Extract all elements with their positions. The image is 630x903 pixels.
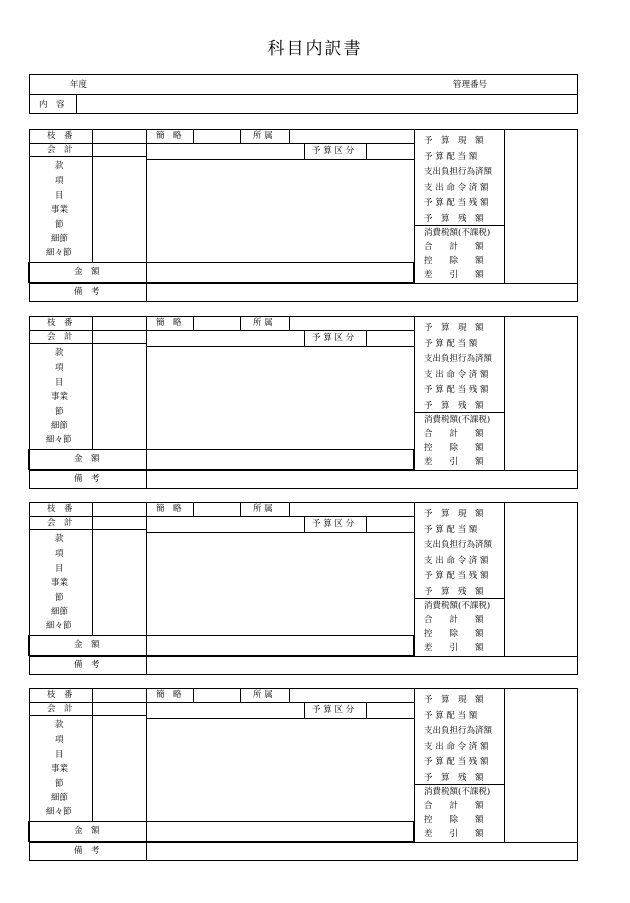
row-divider <box>30 529 146 530</box>
kingaku-label: 金 額 <box>74 640 100 650</box>
row-divider <box>414 225 504 226</box>
jigyo-label: 事業 <box>51 205 69 215</box>
kaikei-label: 会 計 <box>47 332 73 342</box>
shozoku-field[interactable] <box>290 689 414 702</box>
budget-item-label: 支 出 命 令 済 額 <box>424 742 489 752</box>
kaikei-label: 会 計 <box>47 518 73 528</box>
col-divider <box>414 503 415 656</box>
kaikei-field[interactable] <box>93 144 146 156</box>
tax-item-label: 消費税額(不課税) <box>424 228 491 238</box>
kan-label: 款 <box>55 720 64 730</box>
edaban-label: 枝 番 <box>47 318 73 328</box>
setsu-label: 節 <box>55 220 64 230</box>
subject-detail-field[interactable] <box>147 719 414 821</box>
row-divider <box>30 143 414 144</box>
budget-item-label: 予 算 現 額 <box>424 323 484 333</box>
edaban-field[interactable] <box>93 689 146 702</box>
saisaisetsu-label: 細々節 <box>46 248 72 258</box>
budget-item-label: 予 算 残 額 <box>424 214 484 224</box>
ryaku-label: 簡 略 <box>156 690 182 700</box>
tax-item-label: 控 除 額 <box>424 815 484 825</box>
biko-label: 備 考 <box>74 474 100 484</box>
tax-item-label: 消費税額(不課税) <box>424 787 491 797</box>
row-divider <box>30 330 414 331</box>
budget-item-label: 支出負担行為済額 <box>424 167 493 177</box>
edaban-label: 枝 番 <box>47 690 73 700</box>
budget-amount-field[interactable] <box>505 689 577 842</box>
budget-item-label: 予 算 配 当 残 額 <box>424 757 489 767</box>
col-divider <box>304 143 305 159</box>
kou-label: 項 <box>55 549 64 559</box>
kan-label: 款 <box>55 534 64 544</box>
budget-item-label: 予 算 現 額 <box>424 695 484 705</box>
kaikei-field[interactable] <box>93 703 146 715</box>
kan-label: 款 <box>55 161 64 171</box>
tax-item-label: 差 引 額 <box>424 457 484 467</box>
budget-item-label: 予 算 配 当 額 <box>424 339 478 349</box>
budget-item-label: 予 算 残 額 <box>424 587 484 597</box>
yosan-kubun-label: 予 算 区 分 <box>312 333 355 343</box>
row-divider <box>414 784 504 785</box>
edaban-field[interactable] <box>93 130 146 143</box>
jigyo-label: 事業 <box>51 392 69 402</box>
budget-amount-field[interactable] <box>505 317 577 470</box>
shozoku-field[interactable] <box>290 130 414 143</box>
col-divider <box>414 317 415 470</box>
tax-item-label: 差 引 額 <box>424 829 484 839</box>
budget-item-label: 予 算 配 当 残 額 <box>424 385 489 395</box>
yosan-kubun-label: 予 算 区 分 <box>312 146 355 156</box>
kou-label: 項 <box>55 735 64 745</box>
yosan-kubun-field[interactable] <box>367 144 414 159</box>
saisetsu-label: 細節 <box>51 793 69 803</box>
yosan-kubun-field[interactable] <box>367 703 414 718</box>
document-header-box <box>29 74 578 114</box>
row-divider <box>30 715 146 716</box>
kou-label: 項 <box>55 363 64 373</box>
ryaku-label: 簡 略 <box>156 504 182 514</box>
edaban-field[interactable] <box>93 317 146 330</box>
kaikei-label: 会 計 <box>47 145 73 155</box>
budget-item-label: 予 算 現 額 <box>424 136 484 146</box>
kaikei-field[interactable] <box>93 517 146 529</box>
page-title: 科目内訳書 <box>267 39 363 59</box>
yosan-kubun-field[interactable] <box>367 517 414 532</box>
shozoku-label: 所 属 <box>253 690 273 700</box>
amount-field[interactable] <box>147 822 414 842</box>
tax-item-label: 差 引 額 <box>424 643 484 653</box>
ryaku-label: 簡 略 <box>156 131 182 141</box>
saisetsu-label: 細節 <box>51 607 69 617</box>
saisaisetsu-label: 細々節 <box>46 621 72 631</box>
remarks-field[interactable] <box>147 284 577 301</box>
shozoku-field[interactable] <box>290 503 414 516</box>
moku-label: 目 <box>55 378 64 388</box>
budget-item-label: 支出負担行為済額 <box>424 354 493 364</box>
content-field[interactable] <box>77 95 577 113</box>
ryaku-field[interactable] <box>194 317 240 330</box>
budget-item-label: 予 算 配 当 残 額 <box>424 571 489 581</box>
yosan-kubun-label: 予 算 区 分 <box>312 705 355 715</box>
budget-item-label: 予 算 配 当 残 額 <box>424 198 489 208</box>
setsu-label: 節 <box>55 407 64 417</box>
biko-label: 備 考 <box>74 846 100 856</box>
tax-item-label: 控 除 額 <box>424 443 484 453</box>
ryaku-label: 簡 略 <box>156 318 182 328</box>
kingaku-label: 金 額 <box>74 826 100 836</box>
ryaku-field[interactable] <box>194 689 240 702</box>
row-divider <box>414 412 504 413</box>
budget-item-label: 予 算 配 当 額 <box>424 152 478 162</box>
subject-detail-field[interactable] <box>147 533 414 635</box>
col-divider <box>240 503 241 516</box>
moku-label: 目 <box>55 750 64 760</box>
budget-item-label: 支 出 命 令 済 額 <box>424 556 489 566</box>
edaban-label: 枝 番 <box>47 131 73 141</box>
budget-item-label: 予 算 現 額 <box>424 509 484 519</box>
setsu-label: 節 <box>55 593 64 603</box>
row-divider <box>30 343 146 344</box>
row-divider <box>30 702 414 703</box>
content-label: 内 容 <box>39 100 65 110</box>
tax-item-label: 控 除 額 <box>424 629 484 639</box>
shozoku-label: 所 属 <box>253 318 273 328</box>
biko-label: 備 考 <box>74 660 100 670</box>
col-divider <box>304 516 305 532</box>
shozoku-label: 所 属 <box>253 504 273 514</box>
saisaisetsu-label: 細々節 <box>46 807 72 817</box>
ryaku-field[interactable] <box>194 130 240 143</box>
budget-item-label: 支出負担行為済額 <box>424 540 493 550</box>
col-divider <box>414 130 415 283</box>
saisaisetsu-label: 細々節 <box>46 435 72 445</box>
tax-item-label: 合 計 額 <box>424 242 484 252</box>
budget-item-label: 予 算 残 額 <box>424 773 484 783</box>
moku-label: 目 <box>55 191 64 201</box>
kingaku-label: 金 額 <box>74 267 100 277</box>
col-divider <box>304 702 305 718</box>
row-divider <box>414 598 504 599</box>
tax-item-label: 消費税額(不課税) <box>424 415 491 425</box>
jigyo-label: 事業 <box>51 578 69 588</box>
jigyo-label: 事業 <box>51 764 69 774</box>
subject-detail-field[interactable] <box>147 347 414 449</box>
tax-item-label: 合 計 額 <box>424 429 484 439</box>
budget-amount-field[interactable] <box>505 130 577 283</box>
budget-item-label: 支出負担行為済額 <box>424 726 493 736</box>
amount-field[interactable] <box>147 636 414 656</box>
kan-label: 款 <box>55 348 64 358</box>
col-divider <box>240 689 241 702</box>
setsu-label: 節 <box>55 779 64 789</box>
row-divider <box>30 516 414 517</box>
yosan-kubun-label: 予 算 区 分 <box>312 519 355 529</box>
col-divider <box>240 130 241 143</box>
edaban-label: 枝 番 <box>47 504 73 514</box>
yosan-kubun-field[interactable] <box>367 331 414 346</box>
amount-field[interactable] <box>147 450 414 470</box>
moku-label: 目 <box>55 564 64 574</box>
ryaku-field[interactable] <box>194 503 240 516</box>
budget-item-label: 予 算 配 当 額 <box>424 711 478 721</box>
remarks-field[interactable] <box>147 657 577 674</box>
budget-section-1 <box>29 129 578 302</box>
tax-item-label: 差 引 額 <box>424 270 484 280</box>
kaikei-label: 会 計 <box>47 704 73 714</box>
saisetsu-label: 細節 <box>51 234 69 244</box>
shozoku-label: 所 属 <box>253 131 273 141</box>
budget-item-label: 支 出 命 令 済 額 <box>424 183 489 193</box>
subject-detail-field[interactable] <box>147 160 414 262</box>
remarks-field[interactable] <box>147 843 577 860</box>
kou-label: 項 <box>55 176 64 186</box>
tax-item-label: 合 計 額 <box>424 801 484 811</box>
management-number-label: 管理番号 <box>453 80 488 90</box>
col-divider <box>414 689 415 842</box>
budget-section-3 <box>29 502 578 675</box>
kaikei-field[interactable] <box>93 331 146 343</box>
budget-section-2 <box>29 316 578 489</box>
row-divider <box>30 156 146 157</box>
budget-item-label: 支 出 命 令 済 額 <box>424 370 489 380</box>
budget-item-label: 予 算 残 額 <box>424 401 484 411</box>
tax-item-label: 合 計 額 <box>424 615 484 625</box>
shozoku-field[interactable] <box>290 317 414 330</box>
kingaku-label: 金 額 <box>74 454 100 464</box>
col-divider <box>240 317 241 330</box>
edaban-field[interactable] <box>93 503 146 516</box>
budget-item-label: 予 算 配 当 額 <box>424 525 478 535</box>
biko-label: 備 考 <box>74 287 100 297</box>
tax-item-label: 控 除 額 <box>424 256 484 266</box>
budget-section-4 <box>29 688 578 861</box>
remarks-field[interactable] <box>147 471 577 488</box>
saisetsu-label: 細節 <box>51 421 69 431</box>
year-label: 年度 <box>70 80 88 90</box>
amount-field[interactable] <box>147 263 414 283</box>
col-divider <box>304 330 305 346</box>
budget-amount-field[interactable] <box>505 503 577 656</box>
tax-item-label: 消費税額(不課税) <box>424 601 491 611</box>
